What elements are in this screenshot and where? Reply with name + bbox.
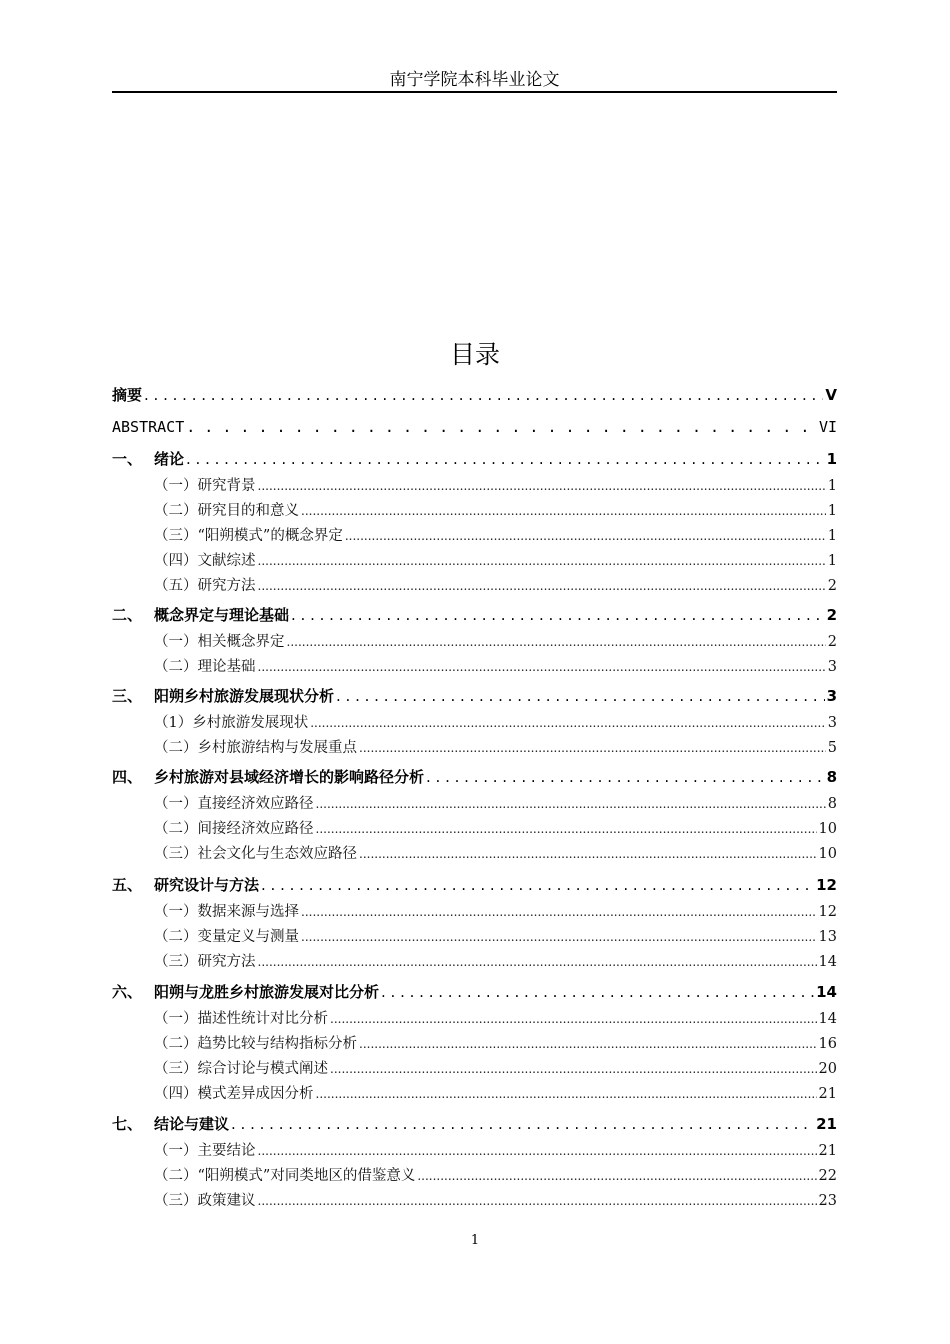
toc-entry-title: 阳朔与龙胜乡村旅游发展对比分析 [154, 983, 380, 1001]
toc-page-number: 22 [818, 1168, 837, 1184]
toc-section-entry[interactable] [112, 1059, 837, 1079]
toc-page-number: 5 [827, 740, 837, 756]
toc-page-number: 3 [827, 659, 837, 675]
toc-section-entry[interactable] [112, 1166, 837, 1186]
toc-entry-title: （一）主要结论 [154, 1143, 256, 1159]
toc-page-number: 1 [826, 450, 837, 468]
toc-chapter-entry[interactable] [112, 766, 837, 788]
toc-page-number: 1 [827, 478, 837, 494]
toc-chapter-number: 二、 [112, 606, 143, 624]
toc-dot-leader [336, 685, 825, 707]
toc-entry-title: （三）综合讨论与模式阐述 [154, 1061, 328, 1077]
toc-section-entry[interactable] [112, 927, 837, 947]
toc-page-number: 16 [818, 1036, 837, 1052]
toc-page-number: 12 [816, 876, 837, 894]
toc-page-number: 10 [818, 821, 837, 837]
toc-dot-leader [316, 819, 817, 839]
toc-chapter-number: 七、 [112, 1115, 143, 1133]
toc-section-entry[interactable] [112, 844, 837, 864]
toc-chapter-number: 一、 [112, 450, 143, 468]
toc-page-number: VI [818, 418, 837, 436]
toc-page-number: 21 [818, 1086, 837, 1102]
toc-dot-leader [258, 1141, 817, 1161]
toc-page-number: 21 [816, 1115, 837, 1133]
toc-page-number: 14 [818, 1011, 837, 1027]
toc-chapter-entry[interactable] [112, 1113, 837, 1135]
toc-dot-leader [258, 476, 826, 496]
toc-entry-title: （二）研究目的和意义 [154, 503, 299, 519]
toc-page-number: 13 [818, 929, 837, 945]
toc-dot-leader [345, 526, 826, 546]
toc-section-entry[interactable] [112, 952, 837, 972]
toc-dot-leader [359, 1034, 817, 1054]
toc-section-entry[interactable] [112, 501, 837, 521]
toc-dot-leader [330, 1059, 817, 1079]
toc-section-entry[interactable] [112, 738, 837, 758]
toc-chapter-entry[interactable] [112, 981, 837, 1003]
toc-title: 目录 [449, 340, 500, 369]
toc-section-entry[interactable] [112, 632, 837, 652]
toc-entry-title: （二）乡村旅游结构与发展重点 [154, 740, 357, 756]
page-number: 1 [470, 1233, 480, 1248]
toc-section-entry[interactable] [112, 1141, 837, 1161]
toc-dot-leader [301, 902, 817, 922]
toc-dot-leader [330, 1009, 817, 1029]
toc-entry-title: （二）“阳朔模式”对同类地区的借鉴意义 [154, 1168, 416, 1184]
toc-chapter-entry[interactable] [112, 448, 837, 470]
toc-entry-title: （一）直接经济效应路径 [154, 796, 314, 812]
toc-page-number: 14 [816, 983, 837, 1001]
toc-page-number: 1 [827, 553, 837, 569]
toc-dot-leader [301, 501, 826, 521]
toc-page-number: 1 [827, 528, 837, 544]
toc-section-entry[interactable] [112, 1009, 837, 1029]
toc-entry-title: ABSTRACT [112, 418, 185, 436]
toc-dot-leader [258, 952, 817, 972]
toc-dot-leader [301, 927, 817, 947]
toc-chapter-entry[interactable] [112, 874, 837, 896]
toc-section-entry[interactable] [112, 794, 837, 814]
toc-chapter-number: 四、 [112, 768, 143, 786]
toc-entry-title: （二）间接经济效应路径 [154, 821, 314, 837]
toc-page-number: 8 [827, 796, 837, 812]
toc-entry-title: （1）乡村旅游发展现状 [154, 715, 309, 731]
toc-dot-leader [258, 1191, 817, 1211]
toc-section-entry[interactable] [112, 1034, 837, 1054]
toc-dot-leader [186, 448, 825, 470]
toc-chapter-entry[interactable] [112, 685, 837, 707]
toc-dot-leader [417, 1166, 816, 1186]
toc-dot-leader [258, 551, 826, 571]
toc-dot-leader [231, 1113, 814, 1135]
toc-section-entry[interactable] [112, 902, 837, 922]
toc-entry-title: （二）理论基础 [154, 659, 256, 675]
toc-entry-title: （四）模式差异成因分析 [154, 1086, 314, 1102]
toc-section-entry[interactable] [112, 476, 837, 496]
header-rule [112, 91, 837, 93]
toc-entry-title: 结论与建议 [154, 1115, 230, 1133]
toc-entry-title: （二）趋势比较与结构指标分析 [154, 1036, 357, 1052]
toc-entry-title: （三）“阳朔模式”的概念界定 [154, 528, 343, 544]
toc-page-number: 2 [826, 606, 837, 624]
toc-entry-title: 研究设计与方法 [154, 876, 260, 894]
toc-dot-leader [359, 844, 817, 864]
toc-dot-leader [426, 766, 825, 788]
toc-page-number: 21 [818, 1143, 837, 1159]
toc-entry-title: 乡村旅游对县域经济增长的影响路径分析 [154, 768, 425, 786]
toc-entry-title: （二）变量定义与测量 [154, 929, 299, 945]
toc-entry-title: （三）社会文化与生态效应路径 [154, 846, 357, 862]
toc-chapter-entry[interactable] [112, 416, 837, 438]
toc-entry-title: （一）描述性统计对比分析 [154, 1011, 328, 1027]
toc-page-number: V [825, 386, 837, 404]
toc-dot-leader [186, 416, 817, 438]
toc-entry-title: （一）相关概念界定 [154, 634, 285, 650]
toc-page-number: 14 [818, 954, 837, 970]
toc-entry-title: （一）数据来源与选择 [154, 904, 299, 920]
toc-entry-title: （四）文献综述 [154, 553, 256, 569]
toc-chapter-entry[interactable] [112, 384, 837, 406]
toc-page-number: 2 [827, 634, 837, 650]
toc-section-entry[interactable] [112, 713, 837, 733]
toc-entry-title: 阳朔乡村旅游发展现状分析 [154, 687, 335, 705]
toc-dot-leader [316, 1084, 817, 1104]
toc-dot-leader [258, 657, 826, 677]
toc-page-number: 1 [827, 503, 837, 519]
toc-entry-title: （三）研究方法 [154, 954, 256, 970]
toc-dot-leader [291, 604, 825, 626]
toc-entry-title: （一）研究背景 [154, 478, 256, 494]
toc-chapter-number: 五、 [112, 876, 143, 894]
toc-page-number: 3 [827, 715, 837, 731]
toc-section-entry[interactable] [112, 657, 837, 677]
toc-page-number: 3 [826, 687, 837, 705]
toc-section-entry[interactable] [112, 551, 837, 571]
toc-section-entry[interactable] [112, 576, 837, 596]
toc-chapter-number: 六、 [112, 983, 143, 1001]
toc-page-number: 23 [818, 1193, 837, 1209]
toc-dot-leader [359, 738, 826, 758]
toc-page-number: 12 [818, 904, 837, 920]
toc-entry-title: （五）研究方法 [154, 578, 256, 594]
toc-section-entry[interactable] [112, 819, 837, 839]
toc-chapter-number: 三、 [112, 687, 143, 705]
toc-page-number: 10 [818, 846, 837, 862]
toc-entry-title: 摘要 [112, 386, 143, 404]
toc-dot-leader [381, 981, 814, 1003]
toc-entry-title: 概念界定与理论基础 [154, 606, 290, 624]
toc-section-entry[interactable] [112, 1191, 837, 1211]
toc-page-number: 8 [826, 768, 837, 786]
toc-chapter-entry[interactable] [112, 604, 837, 626]
toc-section-entry[interactable] [112, 526, 837, 546]
toc-dot-leader [287, 632, 826, 652]
toc-section-entry[interactable] [112, 1084, 837, 1104]
toc-entry-title: （三）政策建议 [154, 1193, 256, 1209]
toc-entry-title: 绪论 [154, 450, 185, 468]
toc-page-number: 2 [827, 578, 837, 594]
toc-page-number: 20 [818, 1061, 837, 1077]
toc-dot-leader [258, 576, 826, 596]
toc-dot-leader [316, 794, 826, 814]
toc-dot-leader [261, 874, 814, 896]
page-header: 南宁学院本科毕业论文 [389, 70, 560, 90]
toc-dot-leader [144, 384, 823, 406]
toc-dot-leader [310, 713, 826, 733]
